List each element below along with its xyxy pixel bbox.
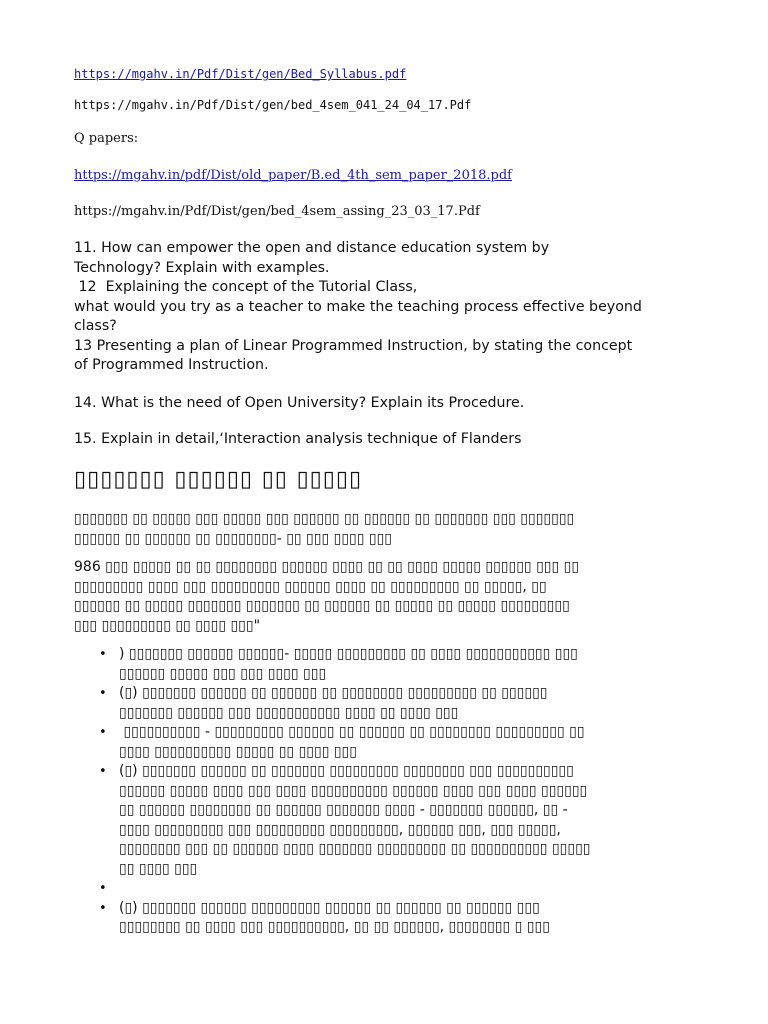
question-12-line1: 12 Explaining the concept of the Tutorial Class, — [74, 279, 418, 295]
hindi-p2-line4: ▯▯▯ ▯▯▯▯▯▯▯▯▯ ▯▯ ▯▯▯▯ ▯▯▯" — [74, 617, 261, 634]
question-15: 15. Explain in detail,‘Interaction analysis technique of Flanders — [74, 431, 522, 447]
hindi-paragraph-1 — [74, 510, 714, 549]
bullet-3-line2: ▯▯▯▯ ▯▯▯▯▯▯▯▯▯▯ ▯▯▯▯▯ ▯▯ ▯▯▯▯ ▯▯▯ — [119, 743, 357, 760]
bullet-5-empty — [119, 879, 714, 899]
bullet-4-line4: ▯▯▯▯ ▯▯▯▯▯▯▯▯▯ ▯▯▯ ▯▯▯▯▯▯▯▯▯ ▯▯▯▯▯▯▯▯▯, ▯▯▯▯▯▯ ▯▯▯, ▯▯▯ ▯▯▯▯▯, — [119, 821, 561, 838]
list-item — [74, 762, 714, 879]
bullet-2-line2: ▯▯▯▯▯▯▯ ▯▯▯▯▯▯ ▯▯▯ ▯▯▯▯▯▯▯▯▯▯▯ ▯▯▯▯ ▯▯ ▯▯▯▯ ▯▯▯ — [119, 704, 459, 721]
list-item — [74, 684, 714, 723]
list-item — [74, 645, 714, 684]
list-item-empty — [74, 879, 714, 899]
question-13-line1: 13 Presenting a plan of Linear Programmed Instruction, by stating the concept — [74, 337, 633, 354]
assignment-url: https://mgahv.in/Pdf/Dist/gen/bed_4sem_assing_23_03_17.Pdf — [74, 204, 480, 219]
question-13-line2: of Programmed Instruction. — [74, 357, 269, 373]
list-item — [74, 723, 714, 762]
hindi-p1-line2: ▯▯▯▯▯▯ ▯▯ ▯▯▯▯▯▯ ▯▯ ▯▯▯▯▯▯▯▯- ▯▯ ▯▯▯ ▯▯▯▯ ▯▯▯ — [74, 530, 393, 547]
bullet-4-line2: ▯▯▯▯▯▯ ▯▯▯▯▯ ▯▯▯▯ ▯▯▯ ▯▯▯▯ ▯▯▯▯▯▯▯▯▯▯ ▯▯▯▯▯▯ ▯▯▯▯ ▯▯▯ ▯▯▯▯ ▯▯▯▯▯▯ — [119, 782, 588, 799]
bullet-2-line1: • (▯) ▯▯▯▯▯▯▯ ▯▯▯▯▯▯ ▯▯ ▯▯▯▯▯▯ ▯▯ ▯▯▯▯▯▯▯▯ ▯▯▯▯▯▯▯▯▯ ▯▯ ▯▯▯▯▯▯ — [119, 685, 548, 701]
question-14: 14. What is the need of Open University? Explain its Procedure. — [74, 395, 525, 411]
bullet-4-line6: ▯▯ ▯▯▯▯ ▯▯▯ — [119, 860, 198, 877]
bullet-6-line2: ▯▯▯▯▯▯▯▯ ▯▯ ▯▯▯▯ ▯▯▯ ▯▯▯▯▯▯▯▯▯▯, ▯▯ ▯▯ ▯▯▯▯▯▯, ▯▯▯▯▯▯▯▯ ▯ ▯▯▯ — [119, 919, 550, 935]
hindi-p2-line1: 986 ▯▯▯ ▯▯▯▯▯ ▯▯ ▯▯ ▯▯▯▯▯▯▯▯ ▯▯▯▯▯▯ ▯▯▯▯ ▯▯ ▯▯ ▯▯▯▯ ▯▯▯▯▯ ▯▯▯▯▯▯ ▯▯▯ ▯▯ — [74, 559, 580, 575]
bullet-4-line5: ▯▯▯▯▯▯▯▯ ▯▯▯ ▯▯ ▯▯▯▯▯▯ ▯▯▯▯ ▯▯▯▯▯▯▯ ▯▯▯▯▯▯▯▯▯ ▯▯ ▯▯▯▯▯▯▯▯▯▯ ▯▯▯▯▯ — [119, 841, 591, 857]
question-11-line2: Technology? Explain with examples. — [74, 259, 330, 276]
sem4-list-url: https://mgahv.in/Pdf/Dist/gen/bed_4sem_041_24_04_17.Pdf — [74, 98, 472, 112]
hindi-p2-line3: ▯▯▯▯▯▯ ▯▯ ▯▯▯▯▯ ▯▯▯▯▯▯▯ ▯▯▯▯▯▯▯ ▯▯ ▯▯▯▯▯▯ ▯▯ ▯▯▯▯▯ ▯▯ ▯▯▯▯▯ ▯▯▯▯▯▯▯▯▯ — [74, 598, 570, 614]
question-block-11-13 — [74, 239, 714, 376]
question-12-line2: what would you try as a teacher to make the teaching process effective beyond — [74, 298, 642, 315]
list-item — [74, 899, 714, 938]
hindi-heading: ▯▯▯▯▯▯▯ ▯▯▯▯▯▯ ▯▯ ▯▯▯▯▯ — [74, 466, 363, 492]
question-11-line1: 11. How can empower the open and distance education system by — [74, 240, 550, 256]
bullet-4-line1: • (▯) ▯▯▯▯▯▯▯ ▯▯▯▯▯▯ ▯▯ ▯▯▯▯▯▯▯ ▯▯▯▯▯▯▯▯▯ ▯▯▯▯▯▯▯▯ ▯▯▯ ▯▯▯▯▯▯▯▯▯▯ — [119, 763, 574, 779]
old-paper-link[interactable]: https://mgahv.in/pdf/Dist/old_paper/B.ed_4th_sem_paper_2018.pdf — [74, 168, 512, 183]
bullet-3-line1: • ▯▯▯▯▯▯▯▯▯▯ - ▯▯▯▯▯▯▯▯▯ ▯▯▯▯▯▯ ▯▯ ▯▯▯▯▯▯ ▯▯ ▯▯▯▯▯▯▯▯ ▯▯▯▯▯▯▯▯▯ ▯▯ — [119, 724, 585, 740]
bullet-1-line2: ▯▯▯▯▯▯ ▯▯▯▯▯ ▯▯▯ ▯▯▯ ▯▯▯▯ ▯▯▯ — [119, 665, 327, 682]
bullet-6-line1: • (▯) ▯▯▯▯▯▯▯ ▯▯▯▯▯▯ ▯▯▯▯▯▯▯▯▯ ▯▯▯▯▯▯ ▯▯ ▯▯▯▯▯▯ ▯▯ ▯▯▯▯▯▯ ▯▯▯ — [119, 899, 540, 916]
bullet-4-line3: ▯▯ ▯▯▯▯▯▯ ▯▯▯▯▯▯▯▯ ▯▯ ▯▯▯▯▯▯ ▯▯▯▯▯▯▯ ▯▯▯▯ - ▯▯▯▯▯▯▯ ▯▯▯▯▯▯, ▯▯ - — [119, 802, 568, 818]
hindi-bullet-list — [74, 645, 714, 938]
bullet-1-line1: • ) ▯▯▯▯▯▯▯ ▯▯▯▯▯▯ ▯▯▯▯▯▯- ▯▯▯▯▯ ▯▯▯▯▯▯▯▯▯ ▯▯ ▯▯▯▯ ▯▯▯▯▯▯▯▯▯▯▯ ▯▯▯ — [119, 646, 578, 662]
hindi-p1-line1: ▯▯▯▯▯▯▯ ▯▯ ▯▯▯▯▯ ▯▯▯ ▯▯▯▯▯ ▯▯▯ ▯▯▯▯▯▯ ▯▯ ▯▯▯▯▯▯ ▯▯ ▯▯▯▯▯▯▯ ▯▯▯ ▯▯▯▯▯▯▯ — [74, 511, 575, 527]
syllabus-link[interactable]: https://mgahv.in/Pdf/Dist/gen/Bed_Syllabus.pdf — [74, 67, 407, 81]
q-papers-label: Q papers: — [74, 131, 139, 146]
hindi-paragraph-2 — [74, 558, 714, 636]
hindi-p2-line2: ▯▯▯▯▯▯▯▯▯ ▯▯▯▯ ▯▯▯ ▯▯▯▯▯▯▯▯▯ ▯▯▯▯▯▯ ▯▯▯▯ ▯▯ ▯▯▯▯▯▯▯▯▯ ▯▯ ▯▯▯▯▯, ▯▯ — [74, 578, 547, 595]
question-12-line3: class? — [74, 318, 117, 334]
